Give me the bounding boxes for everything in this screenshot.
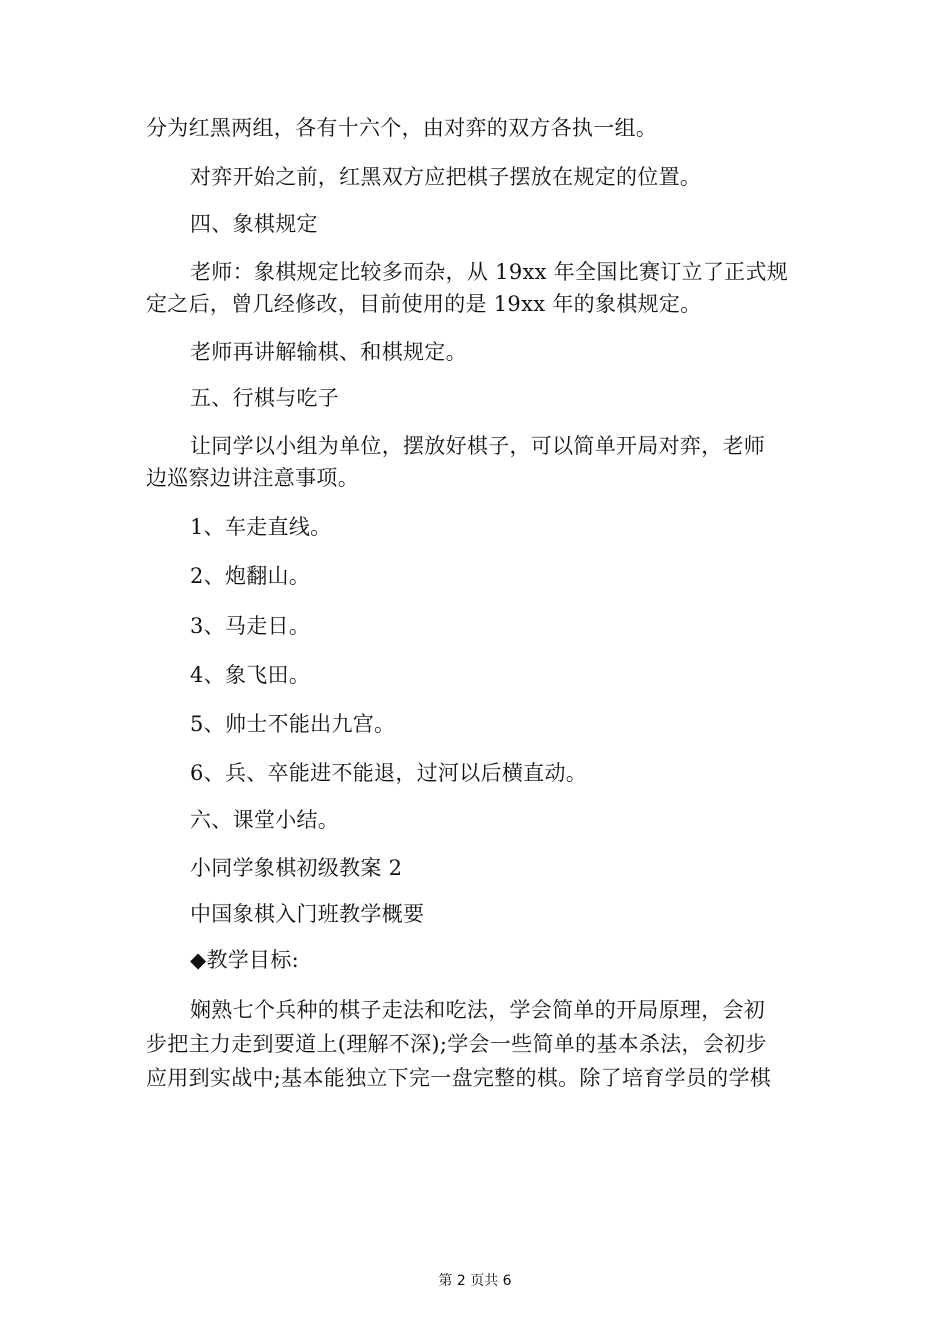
list-item: 1、车走直线。 xyxy=(190,515,332,539)
paragraph-line: 老师：象棋规定比较多而杂，从 19xx 年全国比赛订立了正式规 xyxy=(190,260,789,284)
paragraph-line: 对弈开始之前，红黑双方应把棋子摆放在规定的位置。 xyxy=(190,165,702,189)
paragraph-line: 分为红黑两组，各有十六个，由对弈的双方各执一组。 xyxy=(146,116,658,140)
paragraph-line: 应用到实战中;基本能独立下完一盘完整的棋。除了培育学员的学棋 xyxy=(146,1066,772,1090)
paragraph-line: 边巡察边讲注意事项。 xyxy=(146,466,359,490)
paragraph-line: 定之后，曾几经修改，目前使用的是 19xx 年的象棋规定。 xyxy=(146,292,702,316)
paragraph-line: 娴熟七个兵种的棋子走法和吃法，学会简单的开局原理，会初 xyxy=(190,998,766,1022)
list-item: 2、炮翻山。 xyxy=(190,564,311,588)
list-item: 6、兵、卒能进不能退，过河以后横直动。 xyxy=(190,761,588,785)
document-title: 小同学象棋初级教案 2 xyxy=(190,856,403,880)
list-item: 3、马走日。 xyxy=(190,614,311,638)
page-number-footer: 第 2 页共 6 xyxy=(438,1273,512,1289)
list-item: 5、帅士不能出九宫。 xyxy=(190,712,396,736)
section-heading: 五、行棋与吃子 xyxy=(190,386,340,410)
section-heading: 四、象棋规定 xyxy=(190,212,318,236)
paragraph-line: 老师再讲解输棋、和棋规定。 xyxy=(190,340,467,364)
paragraph-line: 步把主力走到要道上(理解不深);学会一些简单的基本杀法，会初步 xyxy=(146,1032,767,1056)
section-heading: ◆教学目标: xyxy=(190,948,300,972)
section-heading: 六、课堂小结。 xyxy=(190,808,340,832)
paragraph-line: 让同学以小组为单位，摆放好棋子，可以简单开局对弈，老师 xyxy=(190,434,766,458)
document-subtitle: 中国象棋入门班教学概要 xyxy=(190,902,425,926)
list-item: 4、象飞田。 xyxy=(190,663,311,687)
